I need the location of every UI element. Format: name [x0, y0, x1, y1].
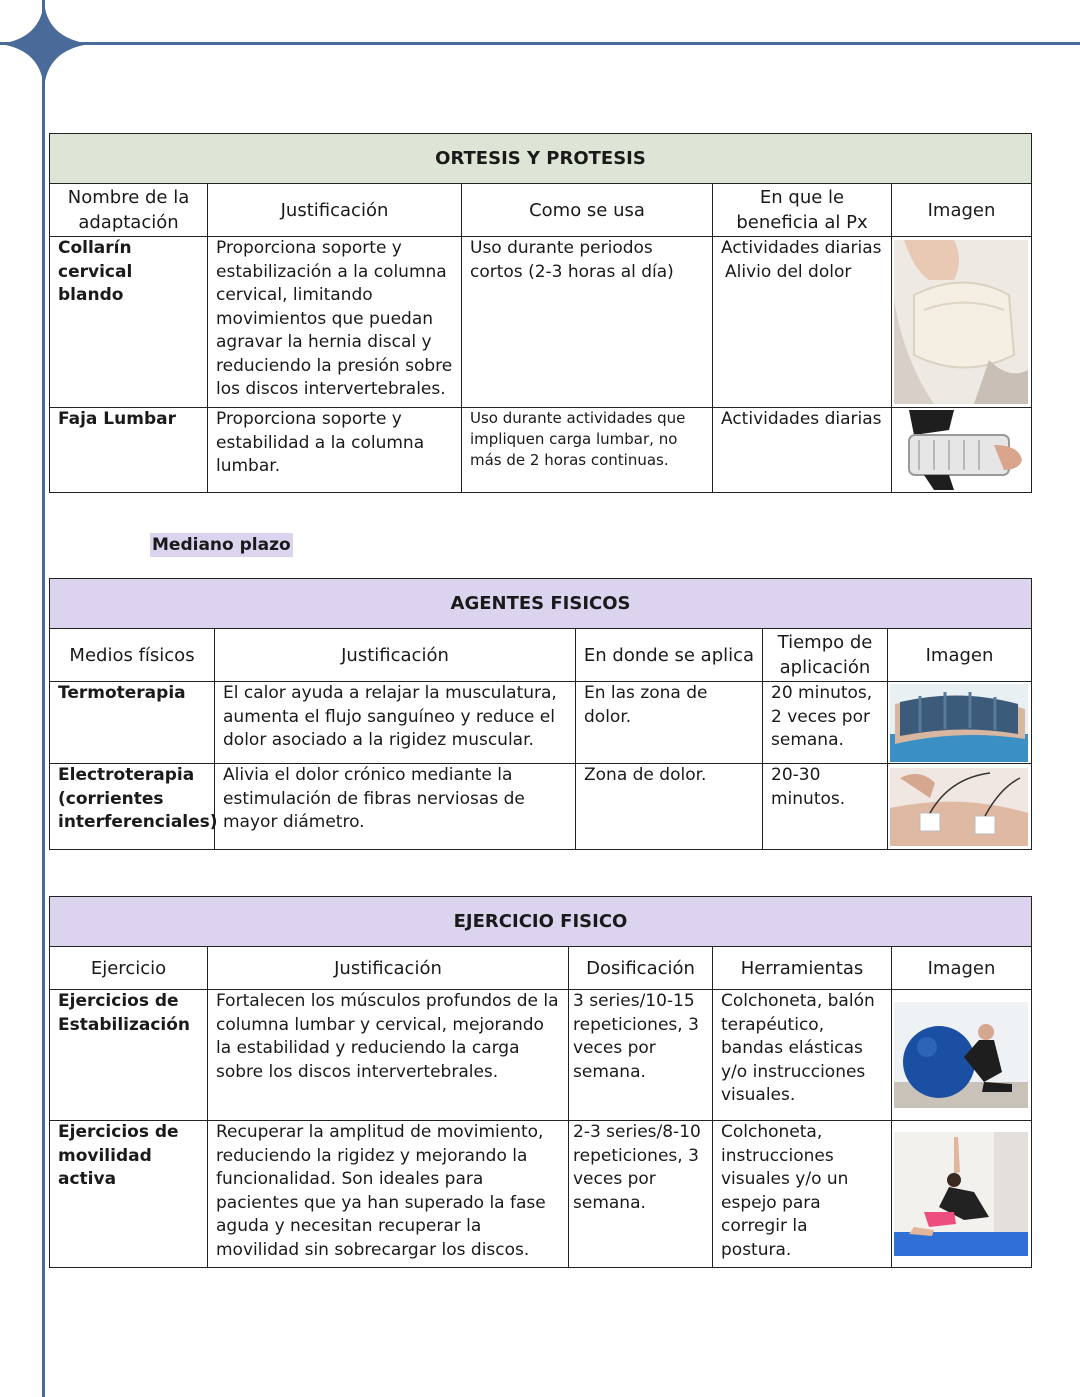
frame-line-vertical [42, 0, 45, 1397]
row-image [888, 764, 1032, 850]
row-tools: Colchoneta, instrucciones visuales y/o un espejo para corregir la postura. [713, 1121, 892, 1268]
column-header: Nombre de la adaptación [50, 184, 208, 237]
row-name: Ejercicios de Estabilización [50, 990, 208, 1121]
row-usage: Uso durante actividades que impliquen carga lumbar, no más de 2 horas continuas. [462, 408, 713, 493]
row-name: Electroterapia (corrientes interferenciales) [50, 764, 215, 850]
column-header: Ejercicio [50, 947, 208, 990]
column-header: Imagen [888, 629, 1032, 682]
table-row [50, 408, 1032, 493]
mobility-exercise-image [894, 1132, 1028, 1256]
row-image [888, 682, 1032, 764]
row-usage: Uso durante periodos cortos (2-3 horas al día) [462, 237, 713, 408]
column-header: Herramientas [713, 947, 892, 990]
row-benefit [713, 237, 892, 408]
star-ornament-icon [0, 0, 90, 90]
column-header: Como se usa [462, 184, 713, 237]
table-header-row [50, 184, 1032, 237]
agentes-table [49, 578, 1032, 850]
electrotherapy-image [890, 768, 1028, 846]
section-subheading: Mediano plazo [152, 535, 291, 555]
benefit-line: Actividades diarias [721, 238, 882, 258]
column-header: Dosificación [569, 947, 713, 990]
column-header: Imagen [892, 184, 1032, 237]
table-header-row [50, 629, 1032, 682]
row-justification: El calor ayuda a relajar la musculatura, aumenta el flujo sanguíneo y reduce el dolor asociado a la rigidez muscular. [215, 682, 576, 764]
row-name: Collarín cervical blando [50, 237, 208, 408]
row-image [892, 408, 1032, 493]
column-header: Imagen [892, 947, 1032, 990]
row-justification: Proporciona soporte y estabilización a la columna cervical, limitando movimientos que puedan agravar la hernia discal y reduciendo la presión sobre los discos intervertebrales. [208, 237, 462, 408]
column-header: Justificación [215, 629, 576, 682]
row-dosage: 2-3 series/8-10 repeticiones, 3 veces por semana. [569, 1121, 713, 1268]
column-header: Medios físicos [50, 629, 215, 682]
column-header: En que le beneficia al Px [713, 184, 892, 237]
table-row [50, 990, 1032, 1121]
row-dosage: 3 series/10-15 repeticiones, 3 veces por semana. [569, 990, 713, 1121]
benefit-line: Alivio del dolor [725, 261, 852, 282]
row-justification: Alivia el dolor crónico mediante la estimulación de fibras nerviosas de mayor diámetro. [215, 764, 576, 850]
column-header: Justificación [208, 947, 569, 990]
row-justification: Recuperar la amplitud de movimiento, reduciendo la rigidez y mejorando la funcionalidad. Son ideales para pacientes que ya han superado la fase aguda y necesitan recuperar la movilidad sin sobrecargar los discos. [208, 1121, 569, 1268]
row-name: Faja Lumbar [50, 408, 208, 493]
table-title: AGENTES FISICOS [50, 579, 1032, 629]
lumbar-belt-image [894, 410, 1028, 490]
stability-ball-image [894, 1002, 1028, 1108]
table-title: EJERCICIO FISICO [50, 897, 1032, 947]
row-time: 20-30 minutos. [763, 764, 888, 850]
column-header: Tiempo de aplicación [763, 629, 888, 682]
column-header: Justificación [208, 184, 462, 237]
cervical-collar-image [894, 240, 1028, 404]
heat-pack-image [890, 684, 1028, 762]
row-where: Zona de dolor. [576, 764, 763, 850]
row-image [892, 237, 1032, 408]
table-header-row [50, 947, 1032, 990]
table-row [50, 764, 1032, 850]
table-row [50, 237, 1032, 408]
row-image [892, 1121, 1032, 1268]
table-row [50, 682, 1032, 764]
row-image [892, 990, 1032, 1121]
frame-line-horizontal [0, 42, 1080, 45]
row-justification: Fortalecen los músculos profundos de la columna lumbar y cervical, mejorando la estabilidad y reduciendo la carga sobre los discos intervertebrales. [208, 990, 569, 1121]
row-name: Termoterapia [50, 682, 215, 764]
row-tools: Colchoneta, balón terapéutico, bandas elásticas y/o instrucciones visuales. [713, 990, 892, 1121]
row-benefit: Actividades diarias [713, 408, 892, 493]
column-header: En donde se aplica [576, 629, 763, 682]
row-where: En las zona de dolor. [576, 682, 763, 764]
ejercicio-table [49, 896, 1032, 1268]
table-title: ORTESIS Y PROTESIS [50, 134, 1032, 184]
row-justification: Proporciona soporte y estabilidad a la columna lumbar. [208, 408, 462, 493]
row-time: 20 minutos, 2 veces por semana. [763, 682, 888, 764]
table-row [50, 1121, 1032, 1268]
ortesis-table [49, 133, 1032, 493]
row-name: Ejercicios de movilidad activa [50, 1121, 208, 1268]
